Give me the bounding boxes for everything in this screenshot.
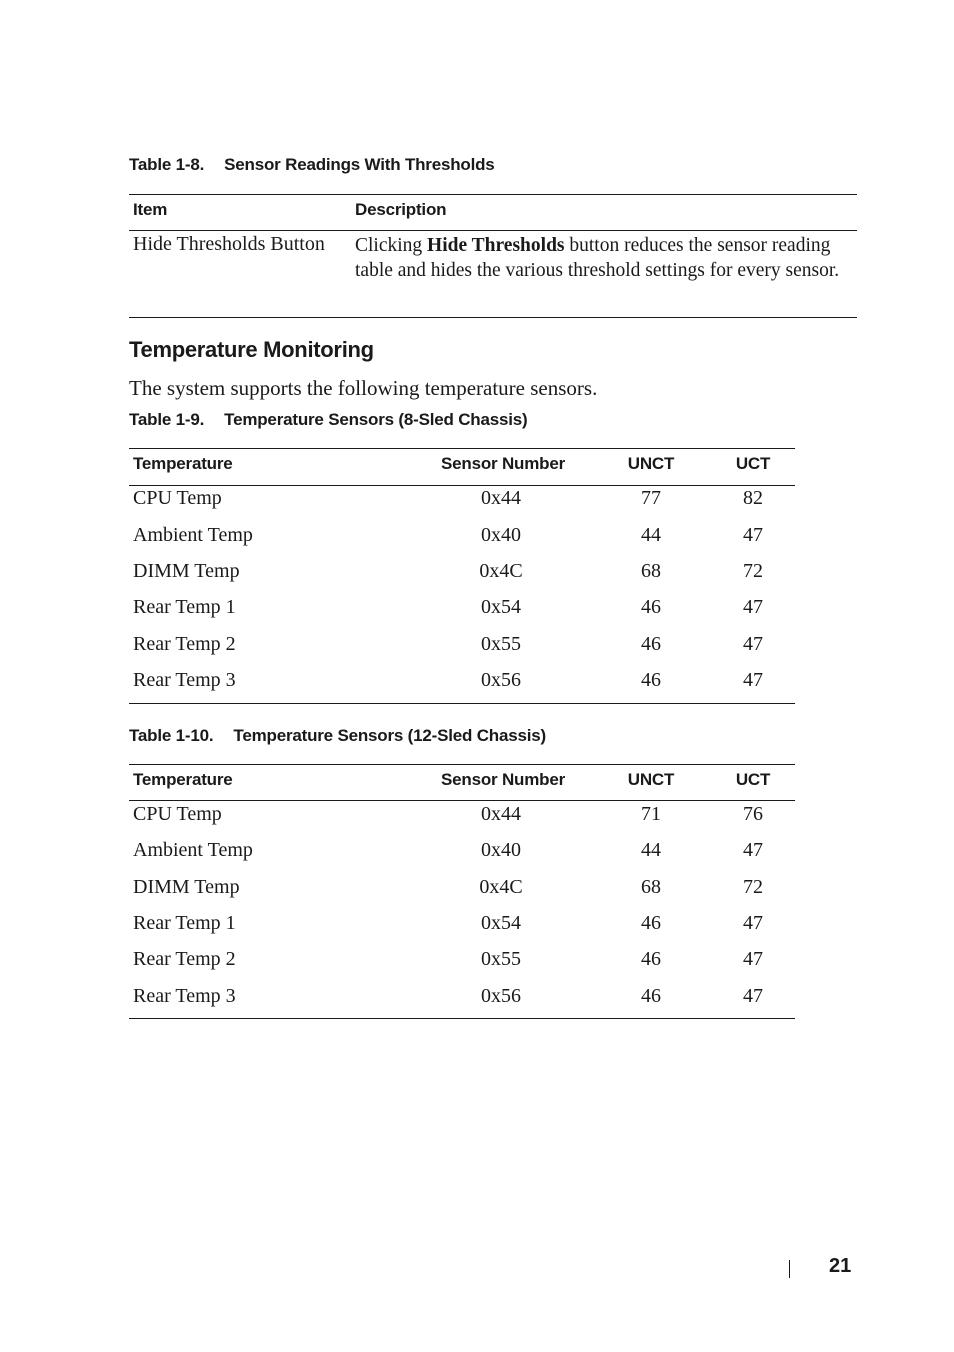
table-1-10-row-6-sensor-number: 0x56 <box>481 985 521 1007</box>
table-1-9-row-4-temperature: Rear Temp 1 <box>133 596 236 618</box>
table-1-8-item-cell: Hide Thresholds Button <box>133 233 325 255</box>
table-1-10-header-sensor-number: Sensor Number <box>441 770 565 789</box>
table-1-10-top-rule <box>129 764 795 765</box>
table-1-10-row-5-sensor-number: 0x55 <box>481 948 521 970</box>
table-1-10-row-3-uct: 72 <box>743 876 763 898</box>
table-1-10-row-1-temperature: CPU Temp <box>133 803 222 825</box>
table-1-9-row-6-unct: 46 <box>641 669 661 691</box>
table-1-10-row-4-uct: 47 <box>743 912 763 934</box>
table-1-10-row-3-temperature: DIMM Temp <box>133 876 240 898</box>
table-1-9-row-2-sensor-number: 0x40 <box>481 524 521 546</box>
table-1-10-row-5-uct: 47 <box>743 948 763 970</box>
table-1-10-row-5-temperature: Rear Temp 2 <box>133 948 236 970</box>
section-heading: Temperature Monitoring <box>129 337 374 362</box>
table-1-8-header-description: Description <box>355 200 447 219</box>
table-1-8-header-rule <box>129 230 857 231</box>
table-1-9-header-temperature: Temperature <box>133 454 233 473</box>
table-1-10-row-1-uct: 76 <box>743 803 763 825</box>
table-1-10-row-2-temperature: Ambient Temp <box>133 839 253 861</box>
table-1-10-caption-number: Table 1-10. <box>129 726 214 745</box>
table-1-9-header-sensor-number: Sensor Number <box>441 454 565 473</box>
table-1-9-row-3-temperature: DIMM Temp <box>133 560 240 582</box>
table-1-10-row-2-sensor-number: 0x40 <box>481 839 521 861</box>
table-1-10-row-2-uct: 47 <box>743 839 763 861</box>
table-1-9-row-5-temperature: Rear Temp 2 <box>133 633 236 655</box>
page-number: 21 <box>829 1255 852 1277</box>
table-1-10-row-4-sensor-number: 0x54 <box>481 912 521 934</box>
page-number-divider <box>789 1260 790 1278</box>
table-1-10-row-1-unct: 71 <box>641 803 661 825</box>
table-1-9-header-rule <box>129 485 795 486</box>
table-1-9-row-3-unct: 68 <box>641 560 661 582</box>
table-1-9-row-6-uct: 47 <box>743 669 763 691</box>
table-1-9-row-2-unct: 44 <box>641 524 661 546</box>
table-1-9-row-5-sensor-number: 0x55 <box>481 633 521 655</box>
table-1-8-description-cell <box>355 233 850 283</box>
table-1-10-row-6-uct: 47 <box>743 985 763 1007</box>
table-1-10-caption-title: Temperature Sensors (12-Sled Chassis) <box>233 726 546 745</box>
description-bold-term: Hide Thresholds <box>427 235 565 256</box>
table-1-10-header-rule <box>129 800 795 801</box>
table-1-9-row-1-temperature: CPU Temp <box>133 487 222 509</box>
table-1-10-header-unct: UNCT <box>627 770 675 789</box>
table-1-9-row-2-uct: 47 <box>743 524 763 546</box>
table-1-9-top-rule <box>129 448 795 449</box>
table-1-9-row-1-sensor-number: 0x44 <box>481 487 521 509</box>
table-1-9-row-4-uct: 47 <box>743 596 763 618</box>
table-1-9-row-3-uct: 72 <box>743 560 763 582</box>
description-suffix: button reduces the sensor reading table and hides the various threshold settings for every sensor. <box>355 235 840 281</box>
table-1-10-row-3-unct: 68 <box>641 876 661 898</box>
table-1-10-row-5-unct: 46 <box>641 948 661 970</box>
table-1-8-bottom-rule <box>129 317 857 318</box>
table-1-9-row-6-temperature: Rear Temp 3 <box>133 669 236 691</box>
table-1-10-header-uct: UCT <box>735 770 771 789</box>
table-1-9-header-uct: UCT <box>735 454 771 473</box>
table-1-10-row-6-unct: 46 <box>641 985 661 1007</box>
table-1-10-row-6-temperature: Rear Temp 3 <box>133 985 236 1007</box>
table-1-10-row-4-unct: 46 <box>641 912 661 934</box>
table-1-9-caption <box>129 410 527 430</box>
table-1-9-row-1-uct: 82 <box>743 487 763 509</box>
table-1-9-caption-number: Table 1-9. <box>129 410 205 429</box>
section-intro-text: The system supports the following temperature sensors. <box>129 376 598 400</box>
table-1-9-row-4-sensor-number: 0x54 <box>481 596 521 618</box>
table-1-8-top-rule <box>129 194 857 195</box>
table-1-9-row-5-uct: 47 <box>743 633 763 655</box>
table-1-10-row-3-sensor-number: 0x4C <box>479 876 523 898</box>
table-1-8-caption <box>129 155 495 175</box>
table-1-9-row-2-temperature: Ambient Temp <box>133 524 253 546</box>
table-1-10-caption <box>129 726 546 746</box>
table-1-10-bottom-rule <box>129 1018 795 1019</box>
table-1-9-bottom-rule <box>129 703 795 704</box>
table-1-8-caption-title: Sensor Readings With Thresholds <box>224 155 495 174</box>
table-1-9-row-1-unct: 77 <box>641 487 661 509</box>
table-1-10-row-4-temperature: Rear Temp 1 <box>133 912 236 934</box>
description-prefix: Clicking <box>355 235 428 256</box>
table-1-9-row-5-unct: 46 <box>641 633 661 655</box>
table-1-8-caption-number: Table 1-8. <box>129 155 205 174</box>
table-1-10-row-1-sensor-number: 0x44 <box>481 803 521 825</box>
table-1-9-row-3-sensor-number: 0x4C <box>479 560 523 582</box>
table-1-9-row-4-unct: 46 <box>641 596 661 618</box>
table-1-9-row-6-sensor-number: 0x56 <box>481 669 521 691</box>
table-1-9-header-unct: UNCT <box>627 454 675 473</box>
table-1-10-row-2-unct: 44 <box>641 839 661 861</box>
table-1-10-header-temperature: Temperature <box>133 770 233 789</box>
table-1-9-caption-title: Temperature Sensors (8-Sled Chassis) <box>224 410 528 429</box>
table-1-8-header-item: Item <box>133 200 168 219</box>
